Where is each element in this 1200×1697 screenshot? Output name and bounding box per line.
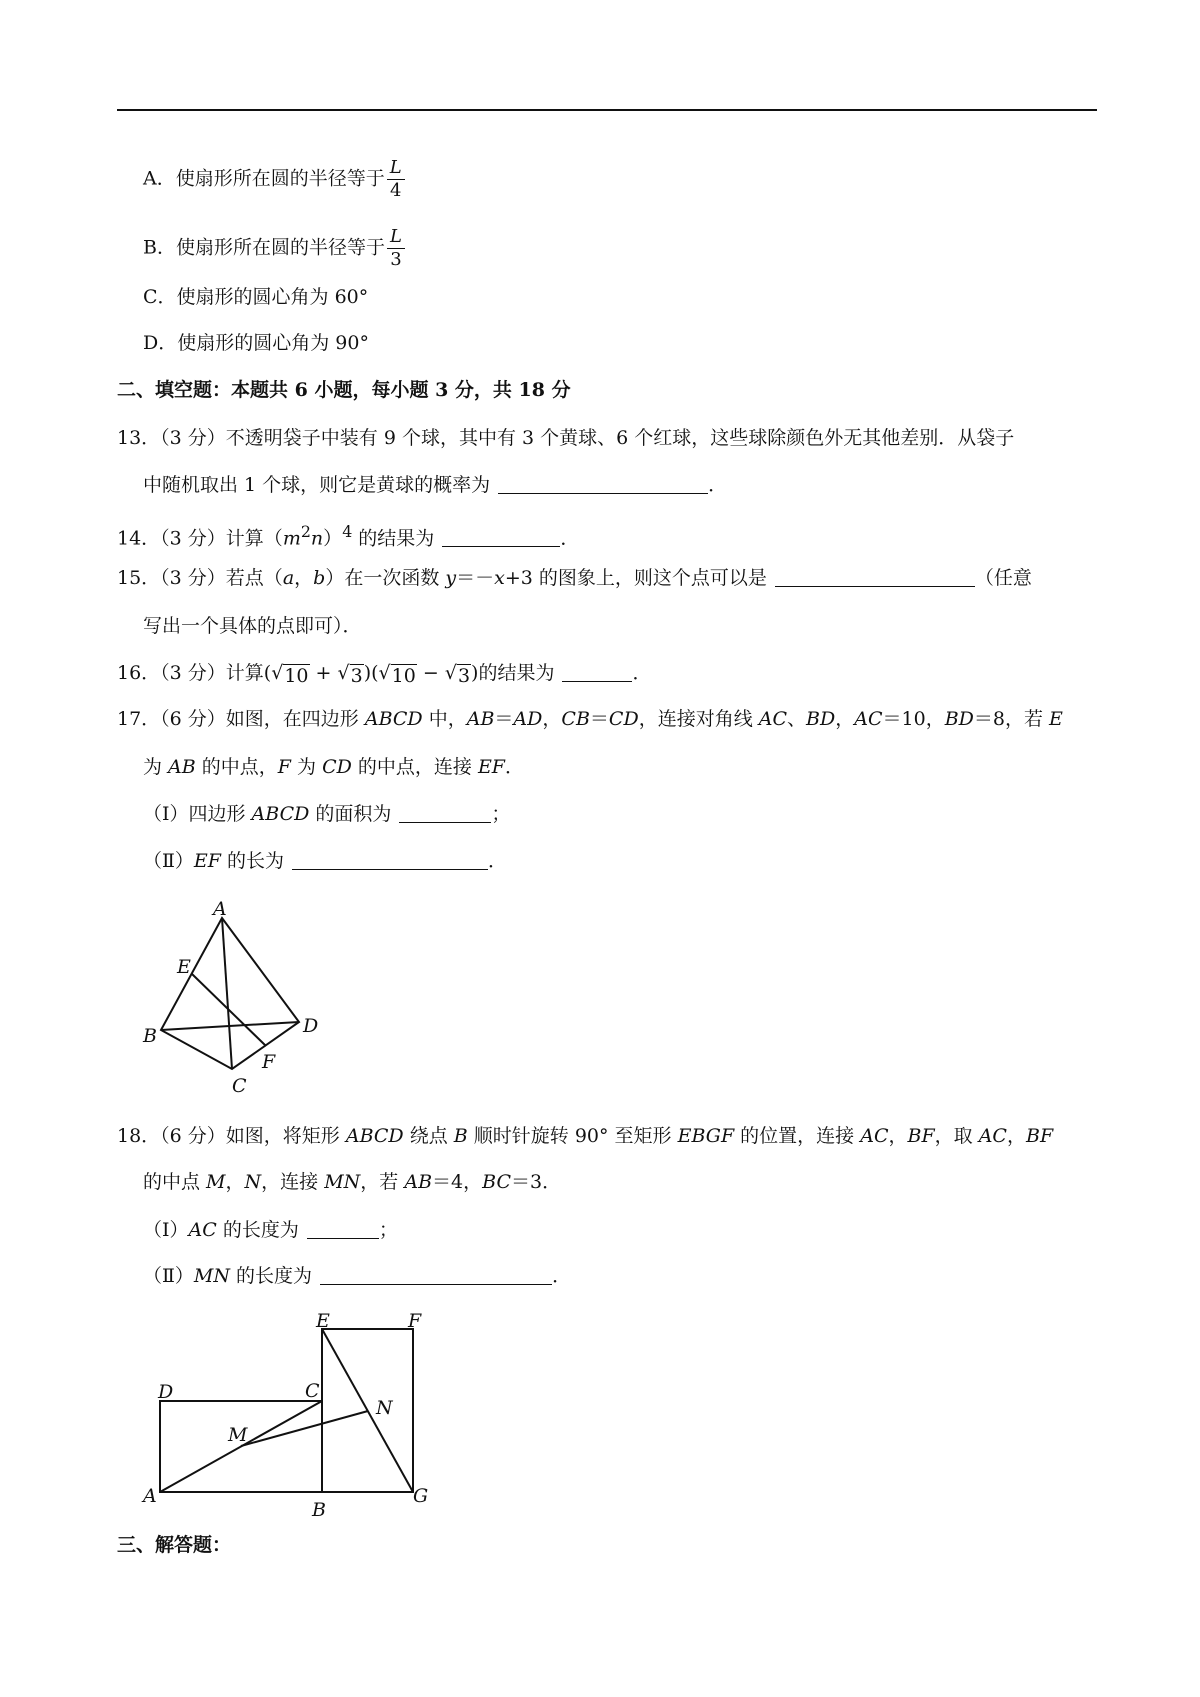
- label-b: B: [312, 1499, 326, 1521]
- label-a: A: [143, 1485, 157, 1507]
- q16: 16．（3 分）计算(√ 10 + √ 3 )(√ 10 − √ 3 )的结果为 ．: [117, 659, 652, 687]
- q17-part1: （Ⅰ）四边形 ABCD 的面积为 ；: [143, 803, 511, 825]
- option-a: A．使扇形所在圆的半径等于 $\frac{L}{4}$: [143, 157, 405, 202]
- segment-ac: [160, 1401, 322, 1492]
- option-d: D．使扇形的圆心角为 90°: [143, 332, 369, 354]
- q17-line1: 17．（6 分）如图，在四边形 ABCD 中，AB＝AD，CB＝CD，连接对角线 AC、BD，AC＝10，BD＝8，若 E: [117, 708, 1063, 730]
- q17-part2: （Ⅱ）EF 的长为 ．: [143, 850, 508, 872]
- section-2-heading: 二、填空题：本题共 6 小题，每小题 3 分，共 18 分: [117, 379, 571, 401]
- q18-line2: 的中点 M，N，连接 MN，若 AB＝4，BC＝3．: [143, 1171, 562, 1193]
- q15-line1: 15．（3 分）若点（a，b）在一次函数 y＝－x+3 的图象上，则这个点可以是 （任意: [117, 567, 1032, 589]
- q17-line2: 为 AB 的中点，F 为 CD 的中点，连接 EF．: [143, 756, 525, 778]
- q18-part2: （Ⅱ）MN 的长度为 ．: [143, 1265, 572, 1287]
- q13-line1: 13．（3 分）不透明袋子中装有 9 个球，其中有 3 个黄球、6 个红球，这些球除颜色外无其他差别．从袋子: [117, 427, 1015, 449]
- label-d: D: [158, 1381, 174, 1403]
- label-f: F: [262, 1051, 276, 1073]
- q13-line2: 中随机取出 1 个球，则它是黄球的概率为 ．: [143, 474, 728, 496]
- label-c: C: [232, 1075, 247, 1097]
- q18-part1: （Ⅰ）AC 的长度为 ；: [143, 1219, 398, 1241]
- label-g: G: [413, 1485, 429, 1507]
- sqrt-10: √ 10: [271, 662, 309, 687]
- fraction-l-over-3: $\frac{L}{3}$: [387, 226, 405, 271]
- label-f: F: [408, 1310, 422, 1332]
- label-c: C: [305, 1380, 320, 1402]
- q14: 14．（3 分）计算$(m^2n)^4$ 的结果为 ．: [117, 522, 580, 550]
- q15-line2: 写出一个具体的点即可）．: [143, 615, 362, 637]
- label-n: N: [376, 1397, 393, 1419]
- segment-mn: [241, 1411, 368, 1446]
- label-b: B: [143, 1025, 157, 1047]
- option-b: B．使扇形所在圆的半径等于 $\frac{L}{3}$: [143, 226, 405, 271]
- section-3-heading: 三、解答题：: [117, 1534, 232, 1556]
- q18-line1: 18．（6 分）如图，将矩形 ABCD 绕点 B 顺时针旋转 90° 至矩形 EBGF 的位置，连接 AC，BF，取 AC，BF: [117, 1125, 1054, 1147]
- label-m: M: [228, 1424, 248, 1446]
- label-a: A: [213, 898, 227, 920]
- label-d: D: [303, 1015, 319, 1037]
- sqrt-3: √ 3: [337, 662, 363, 687]
- sqrt-10: √ 10: [378, 662, 416, 687]
- label-e: E: [177, 956, 191, 978]
- sqrt-3: √ 3: [444, 662, 471, 687]
- fraction-l-over-4: $\frac{L}{4}$: [387, 157, 405, 202]
- option-c: C．使扇形的圆心角为 60°: [143, 286, 369, 308]
- label-e: E: [316, 1310, 330, 1332]
